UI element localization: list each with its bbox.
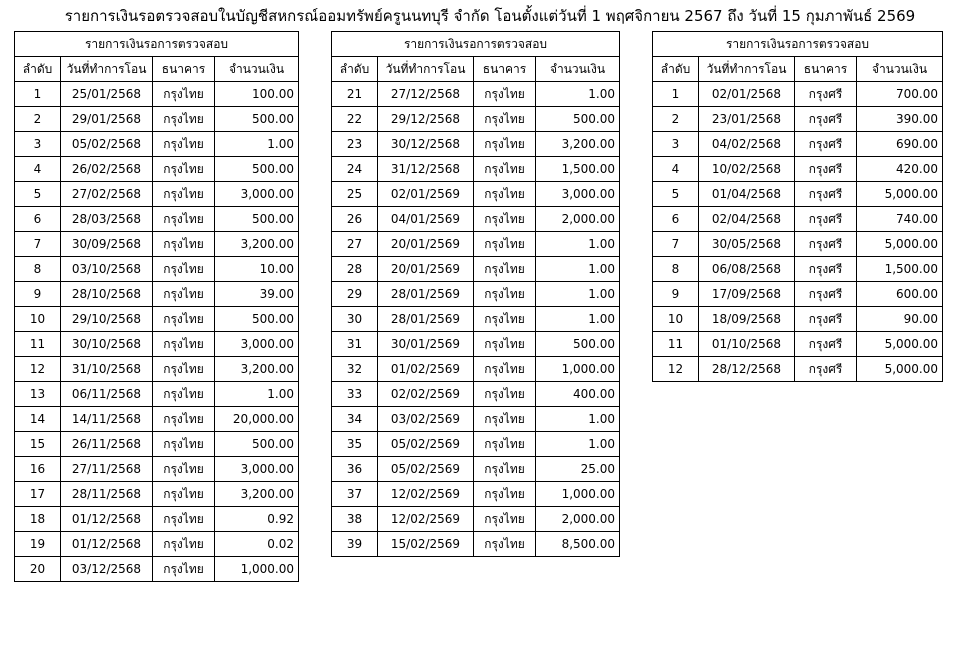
table-row — [653, 332, 943, 357]
cell-bank: กรุงไทย — [153, 432, 215, 457]
table-body-1 — [15, 82, 299, 582]
cell-amount: 1.00 — [536, 307, 620, 332]
cell-no: 7 — [15, 232, 61, 257]
cell-no: 9 — [653, 282, 699, 307]
table-row — [332, 232, 620, 257]
cell-amount: 5,000.00 — [857, 182, 943, 207]
cell-date: 27/12/2568 — [378, 82, 474, 107]
table-row — [15, 182, 299, 207]
cell-amount: 10.00 — [215, 257, 299, 282]
cell-amount: 1.00 — [536, 282, 620, 307]
cell-bank: กรุงไทย — [474, 357, 536, 382]
cell-amount: 600.00 — [857, 282, 943, 307]
table-caption: รายการเงินรอการตรวจสอบ — [15, 32, 299, 57]
table-row — [15, 357, 299, 382]
table-row — [15, 107, 299, 132]
cell-date: 15/02/2569 — [378, 532, 474, 557]
cell-date: 02/04/2568 — [699, 207, 795, 232]
cell-bank: กรุงศรี — [795, 207, 857, 232]
table-caption: รายการเงินรอการตรวจสอบ — [653, 32, 943, 57]
cell-bank: กรุงไทย — [474, 282, 536, 307]
column-header-no: ลำดับ — [332, 57, 378, 82]
cell-bank: กรุงไทย — [153, 407, 215, 432]
cell-amount: 3,200.00 — [215, 232, 299, 257]
table-row — [332, 457, 620, 482]
cell-bank: กรุงไทย — [474, 257, 536, 282]
cell-bank: กรุงศรี — [795, 132, 857, 157]
cell-amount: 1,000.00 — [536, 482, 620, 507]
cell-bank: กรุงไทย — [153, 532, 215, 557]
cell-no: 19 — [15, 532, 61, 557]
cell-date: 03/12/2568 — [61, 557, 153, 582]
cell-bank: กรุงศรี — [795, 307, 857, 332]
cell-amount: 1.00 — [536, 232, 620, 257]
table-row — [653, 182, 943, 207]
cell-amount: 500.00 — [215, 207, 299, 232]
cell-amount: 100.00 — [215, 82, 299, 107]
cell-amount: 500.00 — [215, 432, 299, 457]
cell-bank: กรุงศรี — [795, 107, 857, 132]
cell-no: 1 — [653, 82, 699, 107]
pending-transfers-table-2 — [331, 31, 620, 557]
table-row — [15, 532, 299, 557]
cell-amount: 1,500.00 — [536, 157, 620, 182]
cell-date: 01/12/2568 — [61, 507, 153, 532]
cell-amount: 0.02 — [215, 532, 299, 557]
table-header-row — [332, 57, 620, 82]
cell-amount: 740.00 — [857, 207, 943, 232]
cell-bank: กรุงไทย — [474, 332, 536, 357]
cell-no: 32 — [332, 357, 378, 382]
cell-no: 12 — [15, 357, 61, 382]
cell-no: 35 — [332, 432, 378, 457]
cell-bank: กรุงไทย — [153, 132, 215, 157]
cell-no: 15 — [15, 432, 61, 457]
cell-amount: 500.00 — [215, 107, 299, 132]
cell-no: 10 — [653, 307, 699, 332]
cell-date: 02/01/2569 — [378, 182, 474, 207]
table-row — [332, 432, 620, 457]
cell-no: 5 — [653, 182, 699, 207]
cell-bank: กรุงไทย — [153, 382, 215, 407]
cell-no: 33 — [332, 382, 378, 407]
cell-date: 01/12/2568 — [61, 532, 153, 557]
table-row — [15, 282, 299, 307]
cell-no: 22 — [332, 107, 378, 132]
table-row — [15, 432, 299, 457]
cell-no: 13 — [15, 382, 61, 407]
cell-bank: กรุงศรี — [795, 282, 857, 307]
cell-date: 31/12/2568 — [378, 157, 474, 182]
cell-no: 29 — [332, 282, 378, 307]
table-caption-row — [15, 32, 299, 57]
table-row — [653, 282, 943, 307]
cell-bank: กรุงไทย — [474, 532, 536, 557]
table-body-3 — [653, 82, 943, 382]
page-title: รายการเงินรอตรวจสอบในบัญชีสหกรณ์ออมทรัพย์ครูนนทบุรี จำกัด โอนตั้งแต่วันที่ 1 พฤศจิกายน 2567 ถึง วันที่ 15 กุมภาพันธ์ 2569 — [64, 7, 916, 25]
cell-bank: กรุงไทย — [153, 257, 215, 282]
cell-bank: กรุงศรี — [795, 157, 857, 182]
cell-no: 1 — [15, 82, 61, 107]
cell-amount: 39.00 — [215, 282, 299, 307]
cell-no: 39 — [332, 532, 378, 557]
table-row — [653, 107, 943, 132]
cell-date: 28/10/2568 — [61, 282, 153, 307]
cell-bank: กรุงไทย — [153, 182, 215, 207]
cell-no: 4 — [653, 157, 699, 182]
cell-bank: กรุงไทย — [474, 107, 536, 132]
table-row — [15, 507, 299, 532]
table-row — [15, 82, 299, 107]
cell-bank: กรุงศรี — [795, 357, 857, 382]
cell-bank: กรุงศรี — [795, 82, 857, 107]
cell-bank: กรุงไทย — [153, 82, 215, 107]
cell-bank: กรุงไทย — [474, 457, 536, 482]
cell-no: 34 — [332, 407, 378, 432]
cell-bank: กรุงศรี — [795, 182, 857, 207]
cell-no: 11 — [15, 332, 61, 357]
cell-bank: กรุงไทย — [153, 557, 215, 582]
table-row — [15, 207, 299, 232]
cell-bank: กรุงไทย — [153, 357, 215, 382]
table-row — [332, 107, 620, 132]
table-row — [15, 482, 299, 507]
cell-bank: กรุงไทย — [153, 307, 215, 332]
cell-amount: 1.00 — [536, 257, 620, 282]
cell-no: 9 — [15, 282, 61, 307]
cell-amount: 90.00 — [857, 307, 943, 332]
table-row — [332, 182, 620, 207]
cell-amount: 500.00 — [536, 332, 620, 357]
column-header-date: วันที่ทำการโอน — [378, 57, 474, 82]
cell-no: 23 — [332, 132, 378, 157]
cell-amount: 1.00 — [215, 132, 299, 157]
cell-date: 04/02/2568 — [699, 132, 795, 157]
cell-amount: 2,000.00 — [536, 507, 620, 532]
column-header-amount: จำนวนเงิน — [215, 57, 299, 82]
cell-date: 28/11/2568 — [61, 482, 153, 507]
cell-date: 30/09/2568 — [61, 232, 153, 257]
table-row — [15, 132, 299, 157]
cell-bank: กรุงไทย — [153, 232, 215, 257]
cell-amount: 420.00 — [857, 157, 943, 182]
cell-date: 29/01/2568 — [61, 107, 153, 132]
cell-no: 20 — [15, 557, 61, 582]
cell-bank: กรุงไทย — [474, 382, 536, 407]
table-row — [332, 257, 620, 282]
cell-no: 25 — [332, 182, 378, 207]
cell-no: 2 — [653, 107, 699, 132]
cell-bank: กรุงไทย — [474, 232, 536, 257]
cell-amount: 1,000.00 — [536, 357, 620, 382]
table-row — [15, 157, 299, 182]
cell-date: 30/01/2569 — [378, 332, 474, 357]
cell-bank: กรุงไทย — [474, 207, 536, 232]
cell-amount: 1.00 — [536, 407, 620, 432]
cell-amount: 3,200.00 — [215, 482, 299, 507]
cell-bank: กรุงไทย — [153, 457, 215, 482]
table-row — [332, 407, 620, 432]
cell-date: 30/10/2568 — [61, 332, 153, 357]
column-header-no: ลำดับ — [15, 57, 61, 82]
cell-date: 20/01/2569 — [378, 257, 474, 282]
table-row — [15, 557, 299, 582]
column-header-bank: ธนาคาร — [795, 57, 857, 82]
table-caption-row — [653, 32, 943, 57]
cell-date: 31/10/2568 — [61, 357, 153, 382]
cell-bank: กรุงไทย — [474, 307, 536, 332]
cell-amount: 2,000.00 — [536, 207, 620, 232]
table-row — [332, 482, 620, 507]
cell-date: 26/02/2568 — [61, 157, 153, 182]
cell-date: 18/09/2568 — [699, 307, 795, 332]
cell-date: 30/05/2568 — [699, 232, 795, 257]
cell-bank: กรุงไทย — [153, 207, 215, 232]
cell-amount: 1.00 — [215, 382, 299, 407]
cell-no: 36 — [332, 457, 378, 482]
cell-amount: 3,200.00 — [215, 357, 299, 382]
cell-amount: 20,000.00 — [215, 407, 299, 432]
table-row — [15, 332, 299, 357]
table-row — [653, 157, 943, 182]
cell-amount: 5,000.00 — [857, 332, 943, 357]
cell-bank: กรุงไทย — [474, 507, 536, 532]
table-row — [15, 457, 299, 482]
cell-no: 6 — [15, 207, 61, 232]
cell-date: 01/02/2569 — [378, 357, 474, 382]
cell-amount: 400.00 — [536, 382, 620, 407]
cell-no: 31 — [332, 332, 378, 357]
cell-amount: 500.00 — [215, 307, 299, 332]
table-row — [653, 307, 943, 332]
cell-date: 30/12/2568 — [378, 132, 474, 157]
table-row — [653, 232, 943, 257]
cell-no: 7 — [653, 232, 699, 257]
cell-no: 8 — [15, 257, 61, 282]
cell-no: 18 — [15, 507, 61, 532]
table-row — [653, 82, 943, 107]
cell-bank: กรุงไทย — [153, 507, 215, 532]
cell-no: 6 — [653, 207, 699, 232]
cell-amount: 500.00 — [215, 157, 299, 182]
table-caption-row — [332, 32, 620, 57]
cell-amount: 700.00 — [857, 82, 943, 107]
cell-date: 05/02/2569 — [378, 432, 474, 457]
cell-no: 12 — [653, 357, 699, 382]
cell-date: 28/12/2568 — [699, 357, 795, 382]
cell-amount: 500.00 — [536, 107, 620, 132]
table-row — [15, 307, 299, 332]
cell-date: 03/02/2569 — [378, 407, 474, 432]
cell-no: 28 — [332, 257, 378, 282]
table-header-row — [653, 57, 943, 82]
cell-date: 27/02/2568 — [61, 182, 153, 207]
table-row — [15, 257, 299, 282]
table-row — [332, 307, 620, 332]
cell-bank: กรุงไทย — [153, 282, 215, 307]
cell-bank: กรุงศรี — [795, 332, 857, 357]
cell-date: 29/10/2568 — [61, 307, 153, 332]
cell-bank: กรุงศรี — [795, 232, 857, 257]
cell-bank: กรุงไทย — [474, 182, 536, 207]
table-row — [332, 207, 620, 232]
cell-amount: 1.00 — [536, 82, 620, 107]
cell-bank: กรุงไทย — [153, 107, 215, 132]
cell-date: 25/01/2568 — [61, 82, 153, 107]
cell-date: 12/02/2569 — [378, 507, 474, 532]
table-row — [332, 382, 620, 407]
cell-date: 03/10/2568 — [61, 257, 153, 282]
cell-no: 8 — [653, 257, 699, 282]
cell-amount: 0.92 — [215, 507, 299, 532]
cell-no: 38 — [332, 507, 378, 532]
table-row — [332, 332, 620, 357]
cell-no: 26 — [332, 207, 378, 232]
cell-no: 37 — [332, 482, 378, 507]
table-row — [332, 132, 620, 157]
table-body-2 — [332, 82, 620, 557]
cell-amount: 3,200.00 — [536, 132, 620, 157]
cell-amount: 5,000.00 — [857, 357, 943, 382]
cell-date: 20/01/2569 — [378, 232, 474, 257]
cell-amount: 3,000.00 — [536, 182, 620, 207]
cell-amount: 690.00 — [857, 132, 943, 157]
table-row — [653, 207, 943, 232]
cell-date: 28/01/2569 — [378, 282, 474, 307]
cell-date: 05/02/2569 — [378, 457, 474, 482]
cell-date: 05/02/2568 — [61, 132, 153, 157]
table-header-row — [15, 57, 299, 82]
cell-amount: 3,000.00 — [215, 182, 299, 207]
cell-no: 21 — [332, 82, 378, 107]
table-row — [15, 407, 299, 432]
cell-amount: 25.00 — [536, 457, 620, 482]
cell-amount: 1.00 — [536, 432, 620, 457]
cell-amount: 1,500.00 — [857, 257, 943, 282]
cell-no: 11 — [653, 332, 699, 357]
cell-amount: 8,500.00 — [536, 532, 620, 557]
cell-date: 27/11/2568 — [61, 457, 153, 482]
cell-no: 10 — [15, 307, 61, 332]
cell-bank: กรุงไทย — [474, 157, 536, 182]
tables-container — [8, 31, 972, 582]
table-row — [332, 282, 620, 307]
cell-no: 3 — [653, 132, 699, 157]
cell-bank: กรุงไทย — [474, 132, 536, 157]
cell-no: 24 — [332, 157, 378, 182]
cell-date: 29/12/2568 — [378, 107, 474, 132]
column-header-bank: ธนาคาร — [153, 57, 215, 82]
cell-no: 30 — [332, 307, 378, 332]
cell-amount: 5,000.00 — [857, 232, 943, 257]
cell-no: 3 — [15, 132, 61, 157]
pending-transfers-table-1 — [14, 31, 299, 582]
cell-date: 02/01/2568 — [699, 82, 795, 107]
column-header-date: วันที่ทำการโอน — [61, 57, 153, 82]
pending-transfers-table-3 — [652, 31, 943, 382]
cell-no: 14 — [15, 407, 61, 432]
cell-date: 01/10/2568 — [699, 332, 795, 357]
column-header-amount: จำนวนเงิน — [857, 57, 943, 82]
table-row — [15, 382, 299, 407]
cell-bank: กรุงไทย — [153, 157, 215, 182]
table-row — [332, 82, 620, 107]
cell-date: 26/11/2568 — [61, 432, 153, 457]
cell-date: 23/01/2568 — [699, 107, 795, 132]
cell-no: 2 — [15, 107, 61, 132]
column-header-date: วันที่ทำการโอน — [699, 57, 795, 82]
table-row — [653, 257, 943, 282]
table-row — [332, 357, 620, 382]
cell-date: 10/02/2568 — [699, 157, 795, 182]
cell-date: 28/01/2569 — [378, 307, 474, 332]
cell-bank: กรุงไทย — [153, 482, 215, 507]
cell-amount: 3,000.00 — [215, 332, 299, 357]
cell-date: 28/03/2568 — [61, 207, 153, 232]
cell-date: 14/11/2568 — [61, 407, 153, 432]
cell-date: 17/09/2568 — [699, 282, 795, 307]
table-row — [15, 232, 299, 257]
cell-no: 17 — [15, 482, 61, 507]
cell-bank: กรุงไทย — [474, 482, 536, 507]
table-caption: รายการเงินรอการตรวจสอบ — [332, 32, 620, 57]
cell-bank: กรุงไทย — [474, 407, 536, 432]
table-row — [653, 132, 943, 157]
cell-date: 02/02/2569 — [378, 382, 474, 407]
cell-bank: กรุงศรี — [795, 257, 857, 282]
cell-date: 06/11/2568 — [61, 382, 153, 407]
cell-no: 16 — [15, 457, 61, 482]
column-header-bank: ธนาคาร — [474, 57, 536, 82]
cell-amount: 1,000.00 — [215, 557, 299, 582]
cell-bank: กรุงไทย — [474, 432, 536, 457]
cell-no: 27 — [332, 232, 378, 257]
cell-no: 5 — [15, 182, 61, 207]
table-row — [332, 532, 620, 557]
column-header-amount: จำนวนเงิน — [536, 57, 620, 82]
column-header-no: ลำดับ — [653, 57, 699, 82]
table-row — [332, 507, 620, 532]
table-row — [332, 157, 620, 182]
cell-date: 01/04/2568 — [699, 182, 795, 207]
cell-date: 12/02/2569 — [378, 482, 474, 507]
table-row — [653, 357, 943, 382]
cell-amount: 3,000.00 — [215, 457, 299, 482]
cell-amount: 390.00 — [857, 107, 943, 132]
cell-bank: กรุงไทย — [474, 82, 536, 107]
cell-date: 06/08/2568 — [699, 257, 795, 282]
cell-no: 4 — [15, 157, 61, 182]
cell-date: 04/01/2569 — [378, 207, 474, 232]
cell-bank: กรุงไทย — [153, 332, 215, 357]
